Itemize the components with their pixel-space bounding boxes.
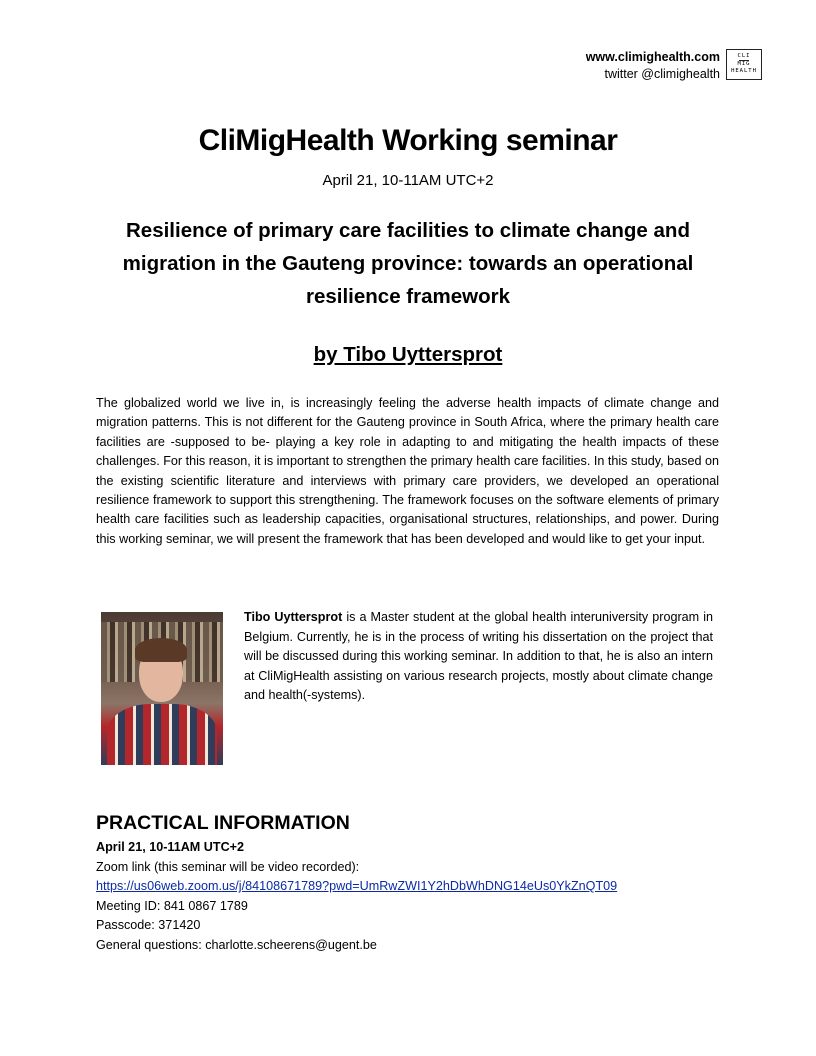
speaker-name: Tibo Uyttersprot [244, 610, 343, 624]
contact-email: General questions: charlotte.scheerens@ugent.be [96, 937, 377, 952]
speaker-byline: by Tibo Uyttersprot [313, 343, 503, 366]
passcode: Passcode: 371420 [96, 918, 201, 932]
website-link[interactable]: www.climighealth.com [585, 50, 720, 64]
zoom-label: Zoom link (this seminar will be video recorded): [96, 859, 360, 874]
header-contact [586, 49, 720, 83]
meeting-id: Meeting ID: 841 0867 1789 [96, 898, 248, 913]
page-title: CliMigHealth Working seminar [198, 124, 618, 157]
speaker-photo [101, 612, 223, 765]
seminar-date: April 21, 10-11AM UTC+2 [322, 172, 494, 189]
speaker-bio-text: is a Master student at the global health interuniversity program in Belgium. Currently, he is in the process of writing his dissertation on the project that will be discussed during this working seminar. In addition to that, he is also an intern at CliMigHealth assisting on various research projects, mostly about climate change and health(-systems). [244, 610, 713, 703]
zoom-link[interactable]: https://us06web.zoom.us/j/84108671789?pwd=UmRwZWI1Y2hDbWhDNG14eUs0YkZnQT09 [96, 879, 618, 893]
twitter-handle: twitter @climighealth [604, 67, 720, 81]
practical-information [96, 811, 726, 955]
seminar-subtitle: Resilience of primary care facilities to climate change and migration in the Gauteng province: towards an operational resilience framework [122, 219, 694, 308]
speaker-bio [244, 608, 713, 706]
practical-date: April 21, 10-11AM UTC+2 [96, 840, 245, 854]
practical-heading: PRACTICAL INFORMATION [96, 812, 350, 834]
abstract-paragraph: The globalized world we live in, is increasingly feeling the adverse health impacts of climate change and migration patterns. This is not different for the Gauteng province in South Africa, where the primary health care facilities are -supposed to be- playing a key role in adapting to and mitigating the health impacts of these challenges. For this reason, it is important to strengthen the primary health care facilities. In this study, based on the existing scientific literature and interviews with primary care providers, we developed an operational resilience framework to support this strengthening. The framework focuses on the software elements of primary health care facilities such as leadership capacities, organisational structures, relationships, and power. During this working seminar, we will present the framework that has been developed and would like to get your input. [96, 396, 719, 546]
climighealth-logo: CLI MIG HEALTH [726, 49, 762, 80]
